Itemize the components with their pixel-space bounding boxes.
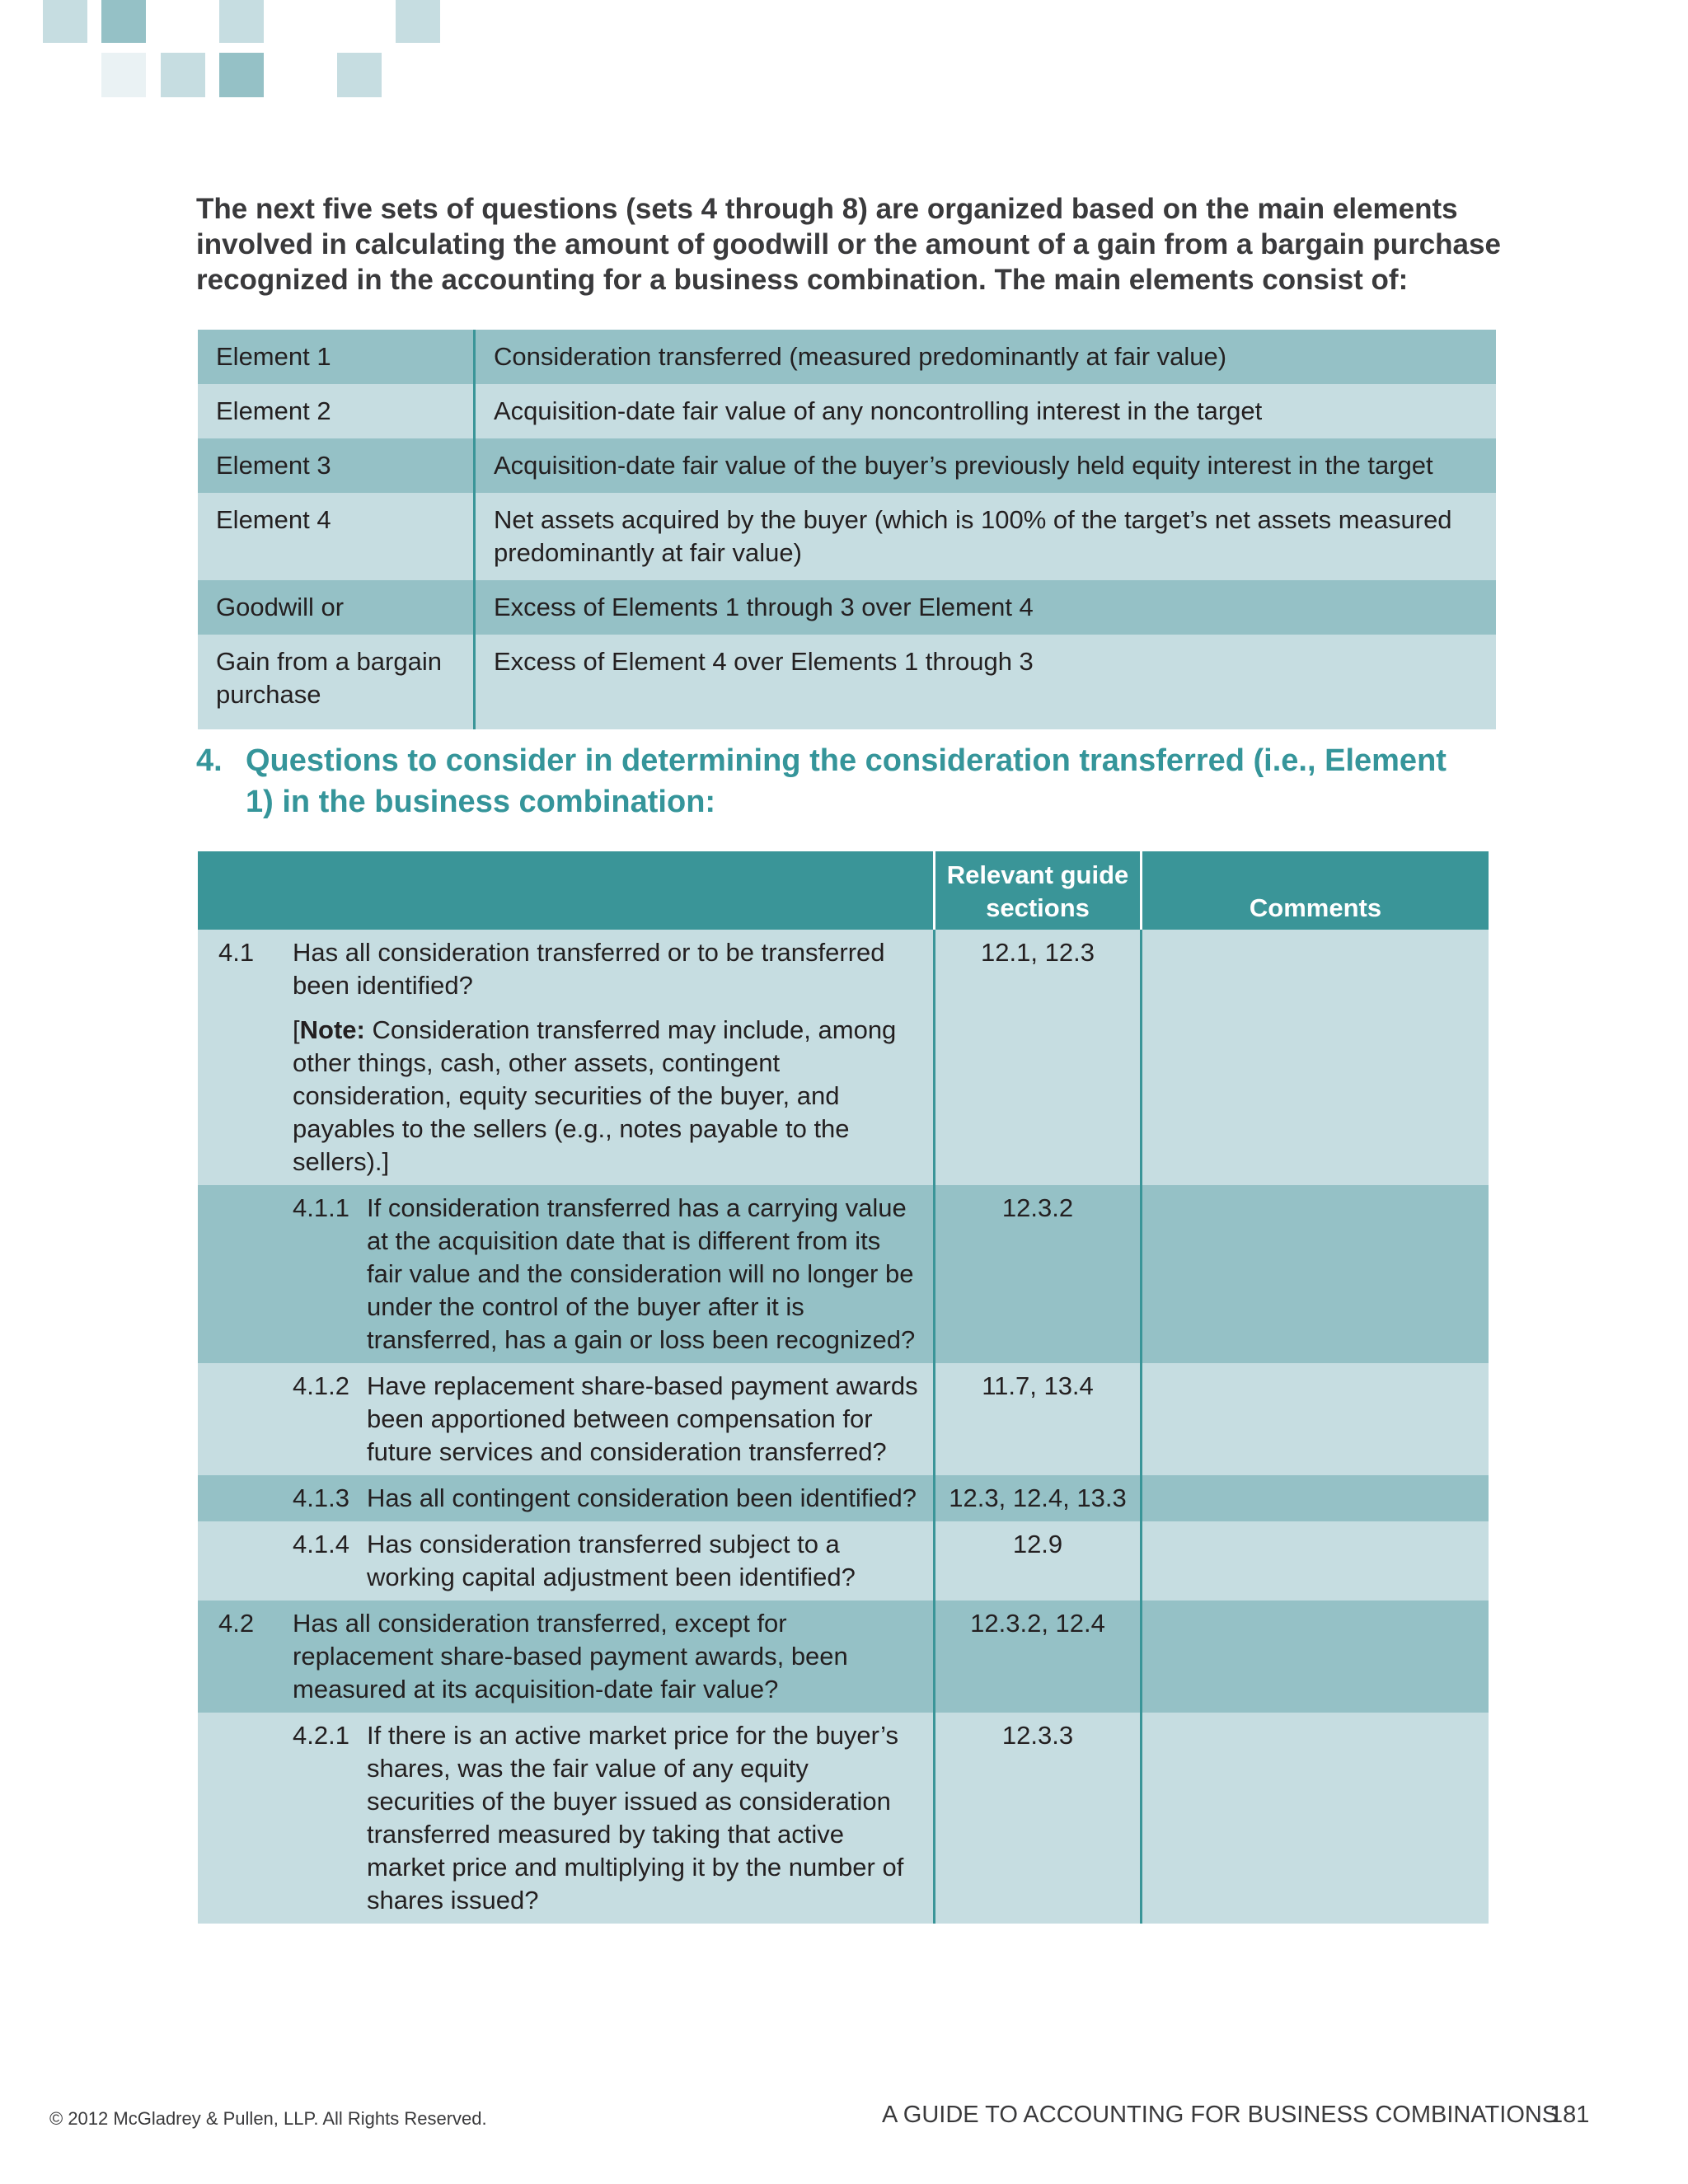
table-row [198, 330, 1496, 384]
question-cell [198, 1713, 935, 1924]
question-number: 4.1.2 [293, 1371, 349, 1400]
comments-cell[interactable] [1142, 1363, 1489, 1475]
section-heading [196, 740, 1482, 823]
element-desc: Excess of Elements 1 through 3 over Element 4 [475, 580, 1497, 635]
page-number: 181 [1550, 2102, 1590, 2128]
question-text: Has all consideration transferred or to be transferred been identified? [293, 938, 885, 1000]
table-row [198, 438, 1496, 493]
question-cell [198, 1363, 935, 1475]
question-number: 4.1 [218, 938, 255, 967]
element-desc: Net assets acquired by the buyer (which is 100% of the target’s net assets measured predominantly at fair value) [475, 493, 1497, 580]
table-row [198, 1601, 1489, 1713]
question-number: 4.1.4 [293, 1530, 349, 1558]
section-title: Questions to consider in determining the consideration transferred (i.e., Element 1) in the business combination: [246, 743, 1447, 819]
guide-cell: 11.7, 13.4 [935, 1363, 1142, 1475]
element-label: Element 2 [198, 384, 475, 438]
question-number: 4.1.3 [293, 1483, 349, 1512]
comments-cell[interactable] [1142, 1521, 1489, 1601]
question-number: 4.1.1 [293, 1193, 349, 1222]
table-row [198, 1713, 1489, 1924]
element-desc: Excess of Element 4 over Elements 1 through 3 [475, 635, 1497, 729]
element-desc: Consideration transferred (measured predominantly at fair value) [475, 330, 1497, 384]
table-row [198, 930, 1489, 1185]
note-text: Consideration transferred may include, among other things, cash, other assets, contingent consideration, equity securities of the buyer, and payables to the sellers (e.g., notes payable to the sellers).] [293, 1015, 897, 1176]
table-row [198, 1185, 1489, 1363]
guide-cell: 12.3.3 [935, 1713, 1142, 1924]
elements-table [198, 330, 1496, 729]
comments-cell[interactable] [1142, 1475, 1489, 1521]
section-number: 4. [196, 743, 223, 778]
questions-table [198, 851, 1489, 1924]
question-cell [198, 1521, 935, 1601]
question-text: If there is an active market price for the buyer’s shares, was the fair value of any equity securities of the buyer issued as consideration transferred measured by taking that active market price and multiplying it by the number of shares issued? [367, 1721, 904, 1915]
question-text: Has consideration transferred subject to a working capital adjustment been identified? [367, 1530, 856, 1591]
element-desc: Acquisition-date fair value of any noncontrolling interest in the target [475, 384, 1497, 438]
question-text: Has all contingent consideration been identified? [367, 1483, 917, 1512]
question-cell [198, 1185, 935, 1363]
guide-header: Relevant guide sections [935, 851, 1142, 930]
table-row [198, 493, 1496, 580]
question-cell [198, 1601, 935, 1713]
question-text: Has all consideration transferred, except for replacement share-based payment awards, been measured at its acquisition-date fair value? [293, 1609, 848, 1704]
copyright: © 2012 McGladrey & Pullen, LLP. All Rights Reserved. [49, 2108, 487, 2129]
comments-cell[interactable] [1142, 930, 1489, 1185]
question-number: 4.2.1 [293, 1721, 349, 1750]
question-cell [198, 930, 935, 1185]
table-row [198, 635, 1496, 729]
question-header [198, 851, 935, 930]
element-desc: Acquisition-date fair value of the buyer’s previously held equity interest in the target [475, 438, 1497, 493]
element-label: Element 3 [198, 438, 475, 493]
element-label: Element 4 [198, 493, 475, 580]
running-title: A GUIDE TO ACCOUNTING FOR BUSINESS COMBINATIONS [882, 2102, 1559, 2128]
table-row [198, 580, 1496, 635]
element-label: Element 1 [198, 330, 475, 384]
guide-cell: 12.1, 12.3 [935, 930, 1142, 1185]
table-row [198, 1363, 1489, 1475]
guide-cell: 12.3, 12.4, 13.3 [935, 1475, 1142, 1521]
question-text: If consideration transferred has a carrying value at the acquisition date that is different from its fair value and the consideration will no longer be under the control of the buyer after it is transferred, has a gain or loss been recognized? [367, 1193, 916, 1354]
note-label: Note: [299, 1015, 365, 1044]
table-row [198, 1521, 1489, 1601]
guide-cell: 12.3.2 [935, 1185, 1142, 1363]
guide-cell: 12.3.2, 12.4 [935, 1601, 1142, 1713]
question-text: Have replacement share-based payment awards been apportioned between compensation for future services and consideration transferred? [367, 1371, 918, 1466]
comments-header: Comments [1142, 851, 1489, 930]
comments-cell[interactable] [1142, 1185, 1489, 1363]
table-row [198, 1475, 1489, 1521]
element-label: Goodwill or [198, 580, 475, 635]
table-row [198, 384, 1496, 438]
intro-paragraph: The next five sets of questions (sets 4 through 8) are organized based on the main elements involved in calculating the amount of goodwill or the amount of a gain from a bargain purchase recognized in the accounting for a business combination. The main elements consist of: [196, 193, 1501, 296]
question-cell [198, 1475, 935, 1521]
element-label: Gain from a bargain purchase [198, 635, 475, 729]
question-note: [Note: Consideration transferred may include, among other things, cash, other assets, contingent consideration, equity securities of the buyer, and payables to the sellers (e.g., notes payable to the sellers).] [293, 1015, 897, 1176]
comments-cell[interactable] [1142, 1601, 1489, 1713]
guide-cell: 12.9 [935, 1521, 1142, 1601]
table-header-row [198, 851, 1489, 930]
comments-cell[interactable] [1142, 1713, 1489, 1924]
question-number: 4.2 [218, 1609, 255, 1638]
